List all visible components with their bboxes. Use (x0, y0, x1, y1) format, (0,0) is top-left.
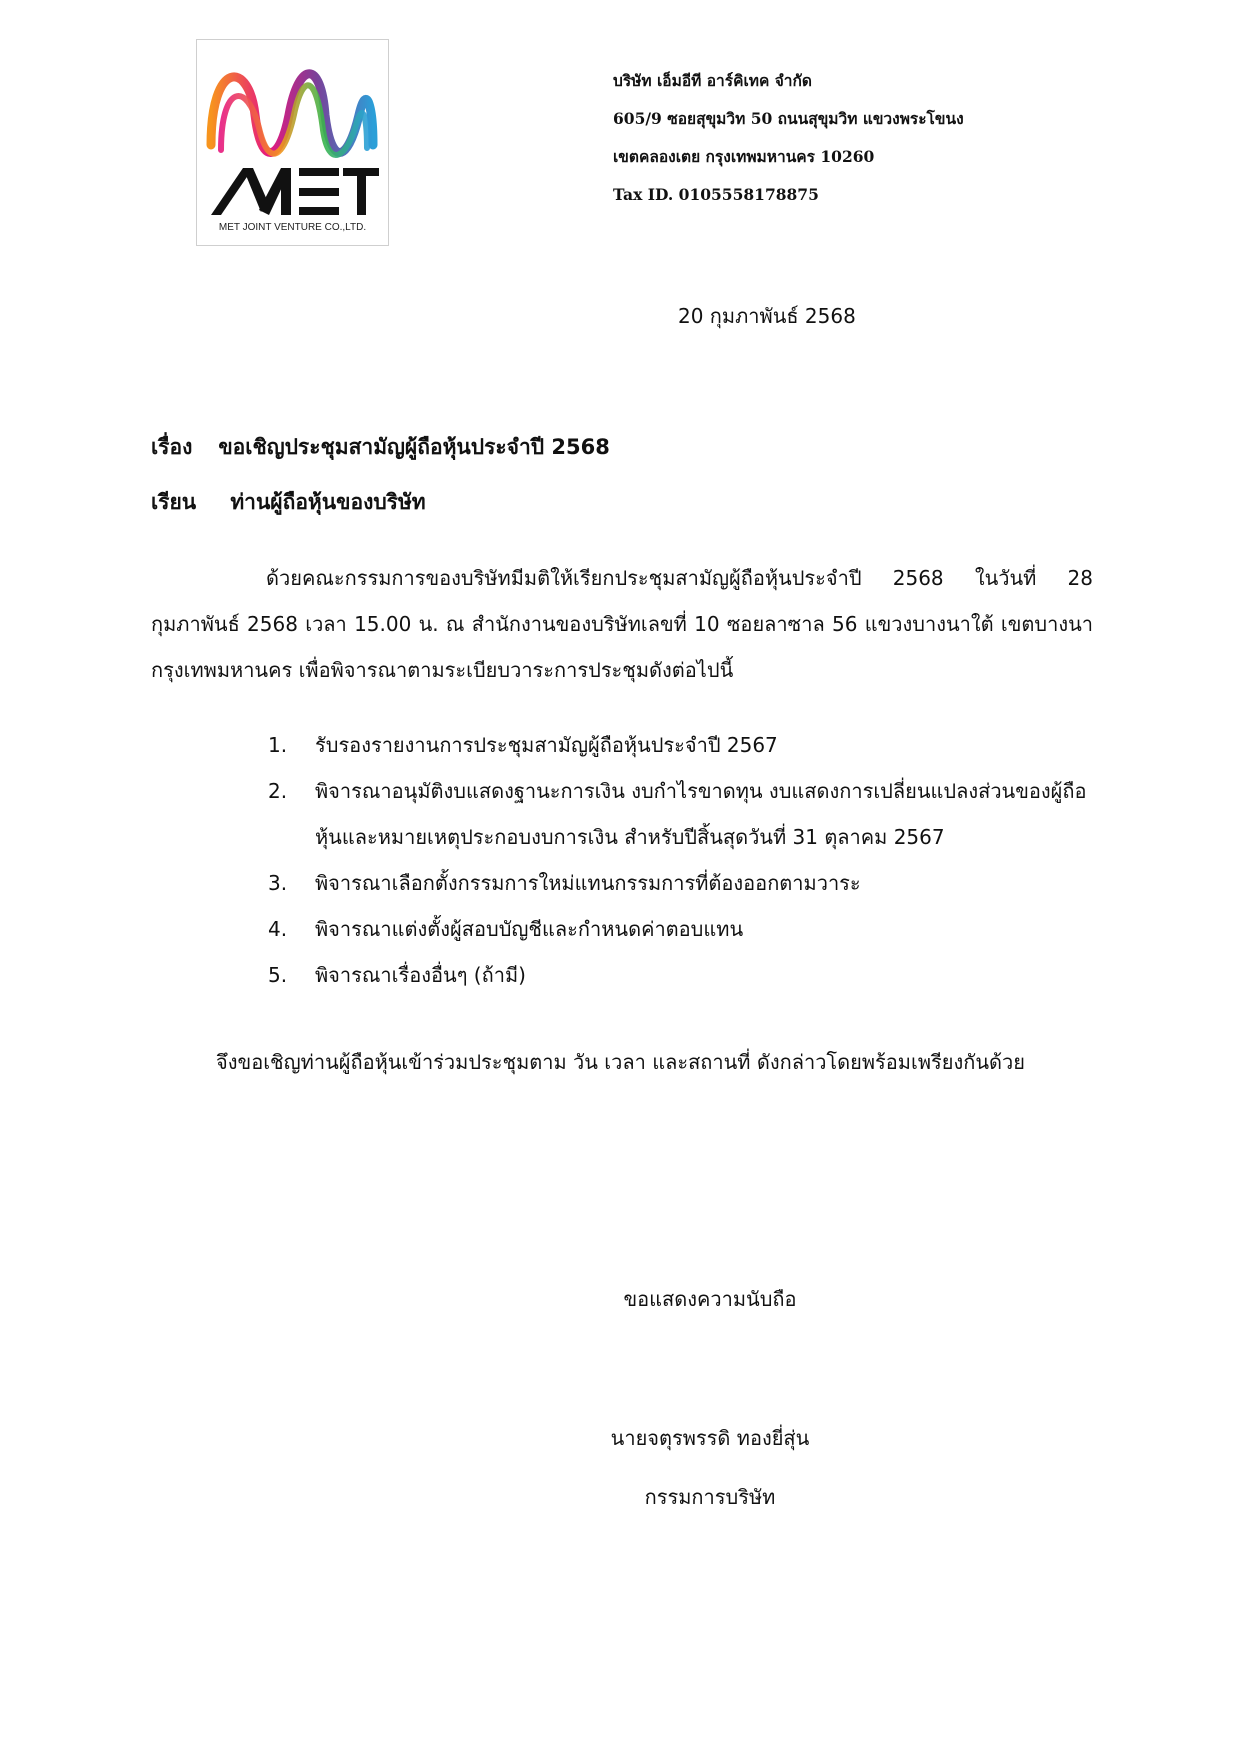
agenda-number: 4. (268, 917, 288, 941)
agenda-number: 1. (268, 733, 288, 757)
agenda-number: 5. (268, 963, 288, 987)
subject-text: ขอเชิญประชุมสามัญผู้ถือหุ้นประจำปี 2568 (218, 435, 610, 459)
logo-subtitle: MET JOINT VENTURE CO.,LTD. (218, 222, 367, 233)
met-logo-graphic (197, 40, 388, 245)
body-paragraph (151, 555, 1093, 693)
agenda-item (268, 952, 1094, 998)
body-paragraph-text: ด้วยคณะกรรมการของบริษัทมีมติให้เรียกประชุมสามัญผู้ถือหุ้นประจำปี 2568 ในวันที่ 28 กุมภาพันธ์ 2568 เวลา 15.00 น. ณ สำนักงานของบริษัทเลขที่ 10 ซอยลาซาล 56 แขวงบางนาใต้ เขตบางนา กรุงเทพมหานคร เพื่อพิจารณาตามระเบียบวาระการประชุมดังต่อไปนี้ (151, 566, 1093, 682)
agenda-item (268, 860, 1094, 906)
agenda-text: รับรองรายงานการประชุมสามัญผู้ถือหุ้นประจำปี 2567 (315, 733, 778, 757)
agenda-number: 3. (268, 871, 288, 895)
recipient-line (151, 486, 426, 519)
signer-name: นายจตุรพรรดิ ทองยี่สุ่น (610, 1426, 810, 1450)
company-name: บริษัท เอ็มอีที อาร์คิเทค จำกัด (613, 71, 812, 90)
agenda-text: พิจารณาอนุมัติงบแสดงฐานะการเงิน งบกำไรขาดทุน งบแสดงการเปลี่ยนแปลงส่วนของผู้ถือหุ้นและหมายเหตุประกอบงบการเงิน สำหรับปีสิ้นสุดวันที่ 31 ตุลาคม 2567 (315, 779, 1087, 849)
company-tax-id: Tax ID. 0105558178875 (613, 185, 819, 204)
agenda-number: 2. (268, 779, 288, 803)
closing-sentence: จึงขอเชิญท่านผู้ถือหุ้นเข้าร่วมประชุมตาม วัน เวลา และสถานที่ ดังกล่าวโดยพร้อมเพรียงกันด้วย (216, 1050, 1025, 1074)
agenda-item (268, 722, 1094, 768)
agenda-item (268, 768, 1094, 860)
agenda-text: พิจารณาเลือกตั้งกรรมการใหม่แทนกรรมการที่ต้องออกตามวาระ (315, 871, 861, 895)
company-address-line1: 605/9 ซอยสุขุมวิท 50 ถนนสุขุมวิท แขวงพระโขนง (613, 109, 964, 128)
letter-date: 20 กุมภาพันธ์ 2568 (678, 304, 856, 328)
agenda-text: พิจารณาเรื่องอื่นๆ (ถ้ามี) (315, 963, 526, 987)
agenda-text: พิจารณาแต่งตั้งผู้สอบบัญชีและกำหนดค่าตอบแทน (315, 917, 744, 941)
signer-position: กรรมการบริษัท (644, 1485, 776, 1509)
subject-line (151, 431, 610, 464)
company-header (613, 62, 964, 214)
regards: ขอแสดงความนับถือ (623, 1287, 797, 1311)
agenda-item (268, 906, 1094, 952)
met-letters (211, 168, 379, 215)
recipient-text: ท่านผู้ถือหุ้นของบริษัท (230, 490, 426, 514)
agenda-list (268, 722, 1094, 998)
company-address-line2: เขตคลองเตย กรุงเทพมหานคร 10260 (613, 147, 875, 166)
recipient-label: เรียน (151, 490, 197, 514)
subject-label: เรื่อง (151, 435, 193, 459)
company-logo (196, 39, 389, 246)
